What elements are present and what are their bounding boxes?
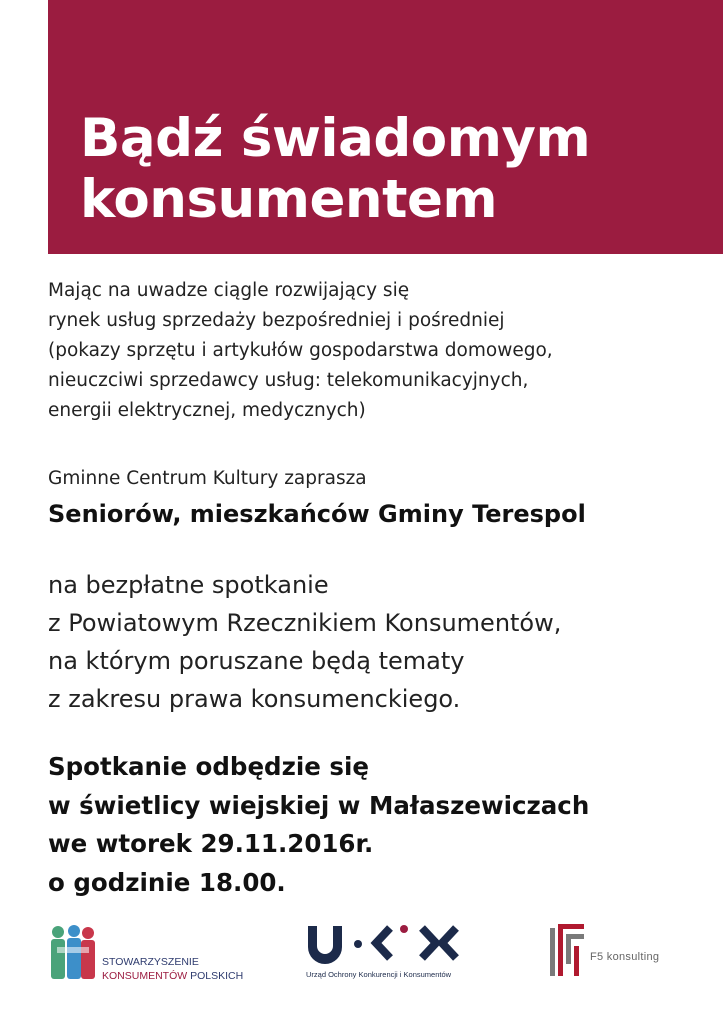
intro-line: Mając na uwadze ciągle rozwijający się [48,280,410,301]
intro-paragraph [48,276,718,426]
title-line-1: Bądź świadomym [80,108,591,169]
intro-line: nieuczciwi sprzedawcy usług: telekomunikacyjnych, [48,370,529,391]
uokik-logo-icon [306,922,466,964]
details-line: o godzinie 18.00. [48,867,286,897]
details-line: we wtorek 29.11.2016r. [48,829,374,858]
people-figures-icon [48,925,100,983]
skp-name-line-1: STOWARZYSZENIE [102,956,199,968]
f5-logo [546,922,696,982]
invitation-line: na którym poruszane będą tematy [48,647,465,675]
details-line: Spotkanie odbędzie się [48,752,370,781]
meeting-details [48,748,589,902]
details-line: w świetlicy wiejskiej w Małaszewiczach [48,790,590,820]
skp-name-word: POLSKICH [187,970,244,982]
page-title [80,108,590,230]
invitation-line: z zakresu prawa konsumenckiego. [48,685,461,713]
skp-name-line-2 [102,969,243,983]
invitation-line: na bezpłatne spotkanie [48,571,329,599]
intro-line: (pokazy sprzętu i artykułów gospodarstwa domowego, [48,340,553,361]
title-line-2: konsumentem [80,169,498,230]
organizer-line: Gminne Centrum Kultury zaprasza [48,468,367,489]
uokik-caption: Urząd Ochrony Konkurencji i Konsumentów [306,970,452,979]
intro-line: energii elektrycznej, medycznych) [48,400,366,421]
uokik-logo [306,922,471,988]
f5-wordmark: F5 konsulting [590,951,660,963]
skp-logo [48,925,268,985]
skp-name-word: KONSUMENTÓW [102,970,188,982]
f5-logo-icon [546,922,588,980]
audience-heading: Seniorów, mieszkańców Gminy Terespol [48,500,586,528]
invitation-body [48,566,561,718]
intro-line: rynek usług sprzedaży bezpośredniej i pośredniej [48,310,505,331]
invitation-line: z Powiatowym Rzecznikiem Konsumentów, [48,609,562,637]
